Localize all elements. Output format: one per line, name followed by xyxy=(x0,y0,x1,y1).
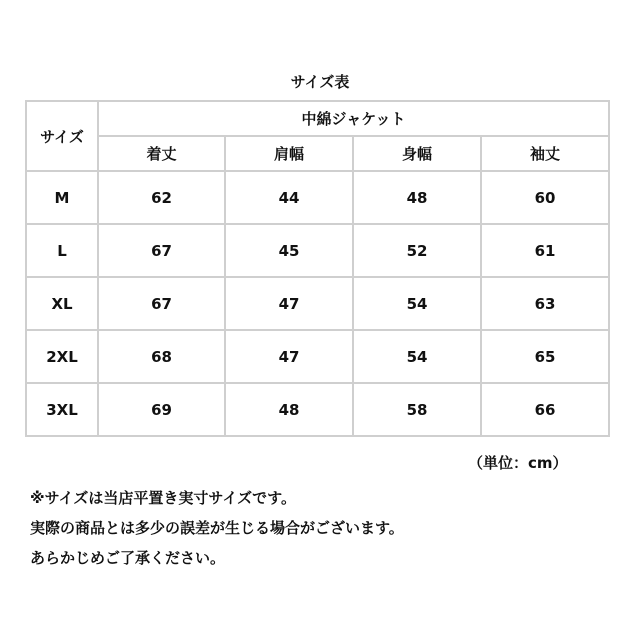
table-row xyxy=(26,277,609,330)
table-cell: 67 xyxy=(98,277,225,330)
table-cell: 47 xyxy=(225,330,353,383)
table-cell: 63 xyxy=(481,277,609,330)
note-line: 実際の商品とは多少の誤差が生じる場合がございます。 xyxy=(30,519,404,537)
size-label: XL xyxy=(26,277,98,330)
table-cell: 54 xyxy=(353,330,481,383)
chart-title: サイズ表 xyxy=(290,73,350,91)
column-header-row xyxy=(26,136,609,171)
size-label: 2XL xyxy=(26,330,98,383)
column-header-shoulder: 肩幅 xyxy=(225,136,353,171)
table-cell: 45 xyxy=(225,224,353,277)
size-table xyxy=(25,100,610,437)
column-header-chest: 身幅 xyxy=(353,136,481,171)
table-cell: 69 xyxy=(98,383,225,436)
table-row xyxy=(26,383,609,436)
table-row xyxy=(26,330,609,383)
table-cell: 62 xyxy=(98,171,225,224)
table-cell: 67 xyxy=(98,224,225,277)
table-cell: 65 xyxy=(481,330,609,383)
table-header-row xyxy=(26,101,609,136)
column-header-length: 着丈 xyxy=(98,136,225,171)
unit-label: （単位：cm） xyxy=(468,454,568,472)
table-row xyxy=(26,224,609,277)
note-line: ※サイズは当店平置き実寸サイズです。 xyxy=(30,489,296,507)
table-cell: 52 xyxy=(353,224,481,277)
table-row xyxy=(26,171,609,224)
table-cell: 61 xyxy=(481,224,609,277)
table-cell: 48 xyxy=(225,383,353,436)
table-cell: 44 xyxy=(225,171,353,224)
table-cell: 60 xyxy=(481,171,609,224)
group-header: 中綿ジャケット xyxy=(98,101,609,136)
size-label: L xyxy=(26,224,98,277)
table-cell: 58 xyxy=(353,383,481,436)
table-cell: 66 xyxy=(481,383,609,436)
size-label: M xyxy=(26,171,98,224)
table-cell: 48 xyxy=(353,171,481,224)
table-cell: 54 xyxy=(353,277,481,330)
notes xyxy=(30,483,620,573)
table-cell: 47 xyxy=(225,277,353,330)
column-header-sleeve: 袖丈 xyxy=(481,136,609,171)
table-cell: 68 xyxy=(98,330,225,383)
size-label: 3XL xyxy=(26,383,98,436)
note-line: あらかじめご了承ください。 xyxy=(30,549,226,567)
size-header: サイズ xyxy=(26,101,98,171)
